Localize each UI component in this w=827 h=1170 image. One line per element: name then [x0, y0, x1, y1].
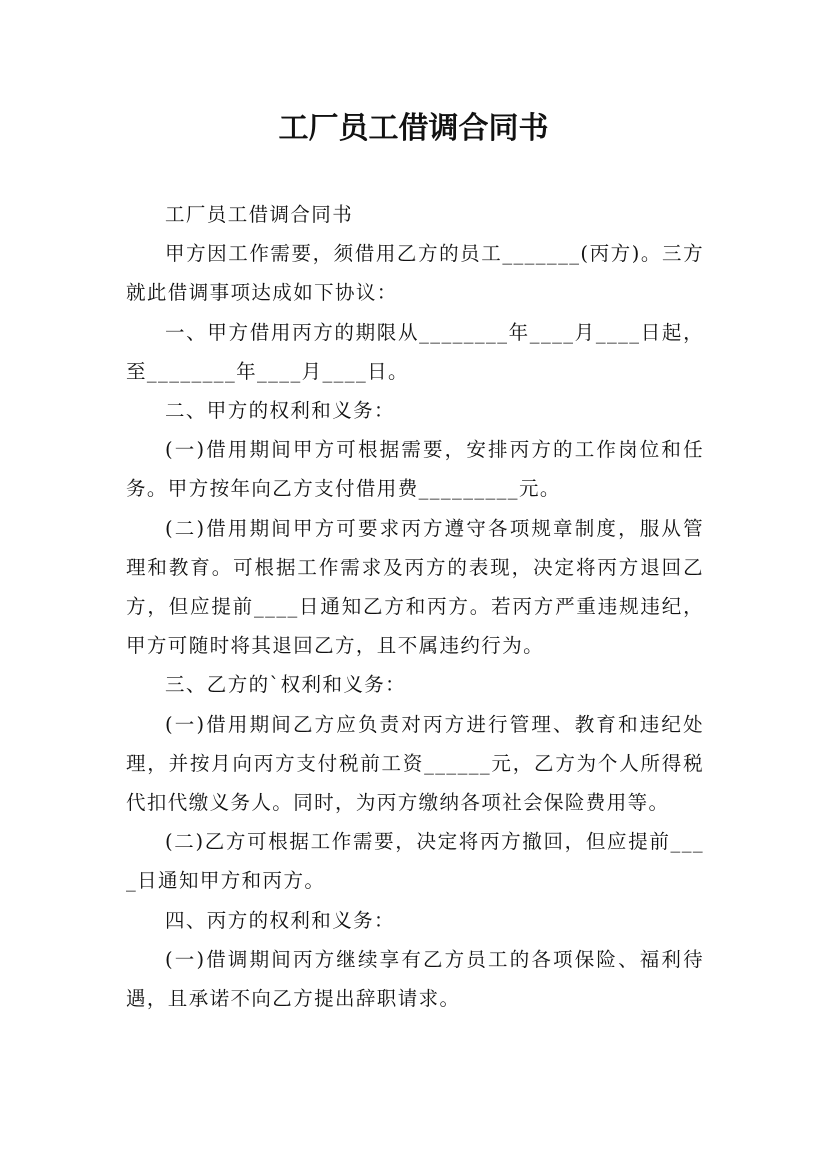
section-party-b-heading: 三、乙方的`权利和义务：	[165, 673, 407, 697]
document-title: 工厂员工借调合同书	[278, 111, 549, 146]
paragraph-term: 一、甲方借用丙方的期限从________年____月____日起，至________年____月____日。	[126, 320, 704, 383]
paragraph-intro: 甲方因工作需要，须借用乙方的员工_______(丙方)。三方就此借调事项达成如下协议：	[126, 242, 704, 305]
paragraph-party-b-2: (二)乙方可根据工作需要，决定将丙方撤回，但应提前____日通知甲方和丙方。	[126, 830, 704, 893]
paragraph-party-a-2: (二)借用期间甲方可要求丙方遵守各项规章制度，服从管理和教育。可根据工作需求及丙方的表现，决定将丙方退回乙方，但应提前____日通知乙方和丙方。若丙方严重违规违纪，甲方可随时将其退回乙方，且不属违约行为。	[126, 516, 704, 658]
paragraph-party-a-1: (一)借用期间甲方可根据需要，安排丙方的工作岗位和任务。甲方按年向乙方支付借用费_________元。	[126, 438, 704, 501]
document-body	[126, 195, 704, 1018]
paragraph-party-c-1: (一)借调期间丙方继续享有乙方员工的各项保险、福利待遇，且承诺不向乙方提出辞职请求。	[126, 947, 704, 1011]
paragraph-heading: 工厂员工借调合同书	[165, 203, 354, 226]
paragraph-party-b-1: (一)借用期间乙方应负责对丙方进行管理、教育和违纪处理，并按月向丙方支付税前工资______元，乙方为个人所得税代扣代缴义务人。同时，为丙方缴纳各项社会保险费用等。	[126, 712, 704, 815]
section-party-c-heading: 四、丙方的权利和义务：	[165, 908, 395, 932]
section-party-a-heading: 二、甲方的权利和义务：	[165, 399, 395, 423]
